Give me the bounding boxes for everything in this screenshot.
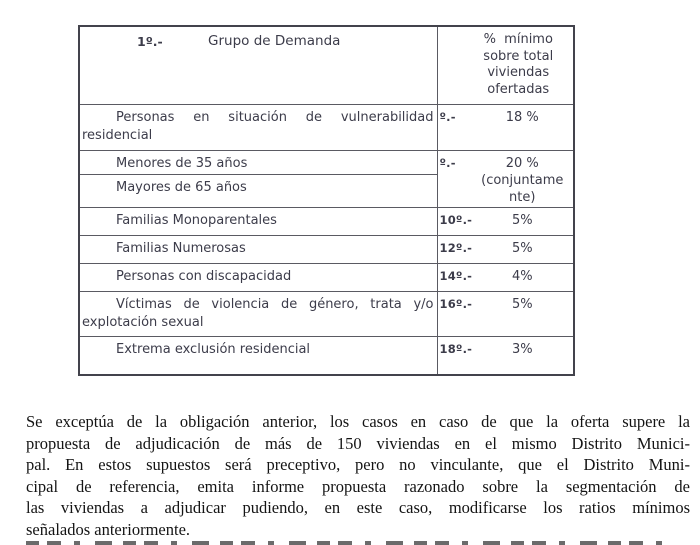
- row-value-note-line: (conjuntame: [481, 172, 564, 188]
- row-value-note-line: nte): [509, 189, 536, 205]
- row-value-cell: [437, 207, 574, 235]
- row-value: 20 %: [505, 155, 539, 171]
- row-value-cell-merged: [437, 150, 574, 207]
- table-row: [79, 291, 574, 336]
- demand-groups-table: [78, 25, 575, 376]
- table-row: [79, 207, 574, 235]
- row-label: Víctimas de violencia de género, trata y/o explotación sexual: [79, 291, 437, 336]
- row-ordinal-marker: 14º.-: [439, 268, 473, 283]
- header-group-cell: [79, 26, 437, 104]
- row-label: Menores de 35 años: [79, 150, 437, 174]
- header-percent-line-2: sobre total: [483, 48, 554, 64]
- row-value-cell: [437, 263, 574, 291]
- row-label: Familias Numerosas: [79, 235, 437, 263]
- row-value: 18 %: [505, 109, 539, 125]
- clipped-text-line: [26, 541, 676, 545]
- row-value-cell: [437, 291, 574, 336]
- row-value: 5%: [511, 240, 533, 256]
- header-percent-cell: [437, 26, 574, 104]
- row-value-cell: [437, 235, 574, 263]
- row-ordinal-marker: º.-: [439, 109, 456, 124]
- row-label: Familias Monoparentales: [79, 207, 437, 235]
- table-row: [79, 336, 574, 375]
- table-row: [79, 104, 574, 150]
- table-row: [79, 150, 574, 174]
- table-header-row: [79, 26, 574, 104]
- row-ordinal-marker: 16º.-: [439, 296, 473, 311]
- row-value: 3%: [511, 341, 533, 357]
- body-paragraph: [26, 411, 690, 540]
- header-percent-line-1: % mínimo: [483, 32, 553, 47]
- table-row: [79, 263, 574, 291]
- header-title: Grupo de Demanda: [208, 33, 341, 49]
- paragraph-line: señalados anteriormente.: [26, 519, 191, 539]
- paragraph-line: las viviendas a adjudicar pudiendo, en este caso, modificarse los ratios mínimos: [26, 498, 690, 517]
- row-label: Personas en situación de vulnerabilidad residencial: [79, 104, 437, 150]
- row-ordinal-marker: º.-: [439, 155, 456, 170]
- row-label: Personas con discapacidad: [79, 263, 437, 291]
- row-value-cell: [437, 336, 574, 375]
- row-label: Extrema exclusión residencial: [79, 336, 437, 375]
- paragraph-line: pal. En estos supuestos será preceptivo, pero no vinculante, que el Distrito Muni-: [26, 455, 690, 474]
- header-percent-line-3: viviendas: [487, 65, 550, 80]
- header-ordinal: 1º.-: [137, 34, 163, 49]
- row-ordinal-marker: 12º.-: [439, 240, 473, 255]
- row-ordinal-marker: 10º.-: [439, 212, 473, 227]
- row-label: Mayores de 65 años: [79, 174, 437, 207]
- paragraph-line: cipal de referencia, emita informe propuesta razonado sobre la segmentación de: [26, 476, 690, 496]
- paragraph-line: Se exceptúa de la obligación anterior, los casos en caso de que la oferta supere la: [26, 412, 690, 431]
- row-value-cell: [437, 104, 574, 150]
- row-value: 4%: [511, 268, 533, 284]
- row-value: 5%: [511, 296, 533, 312]
- row-value: 5%: [511, 212, 533, 228]
- header-percent-line-4: ofertadas: [487, 81, 550, 97]
- table-row: [79, 235, 574, 263]
- row-ordinal-marker: 18º.-: [439, 341, 473, 356]
- paragraph-line: propuesta de adjudicación de más de 150 viviendas en el mismo Distrito Munici-: [26, 433, 690, 453]
